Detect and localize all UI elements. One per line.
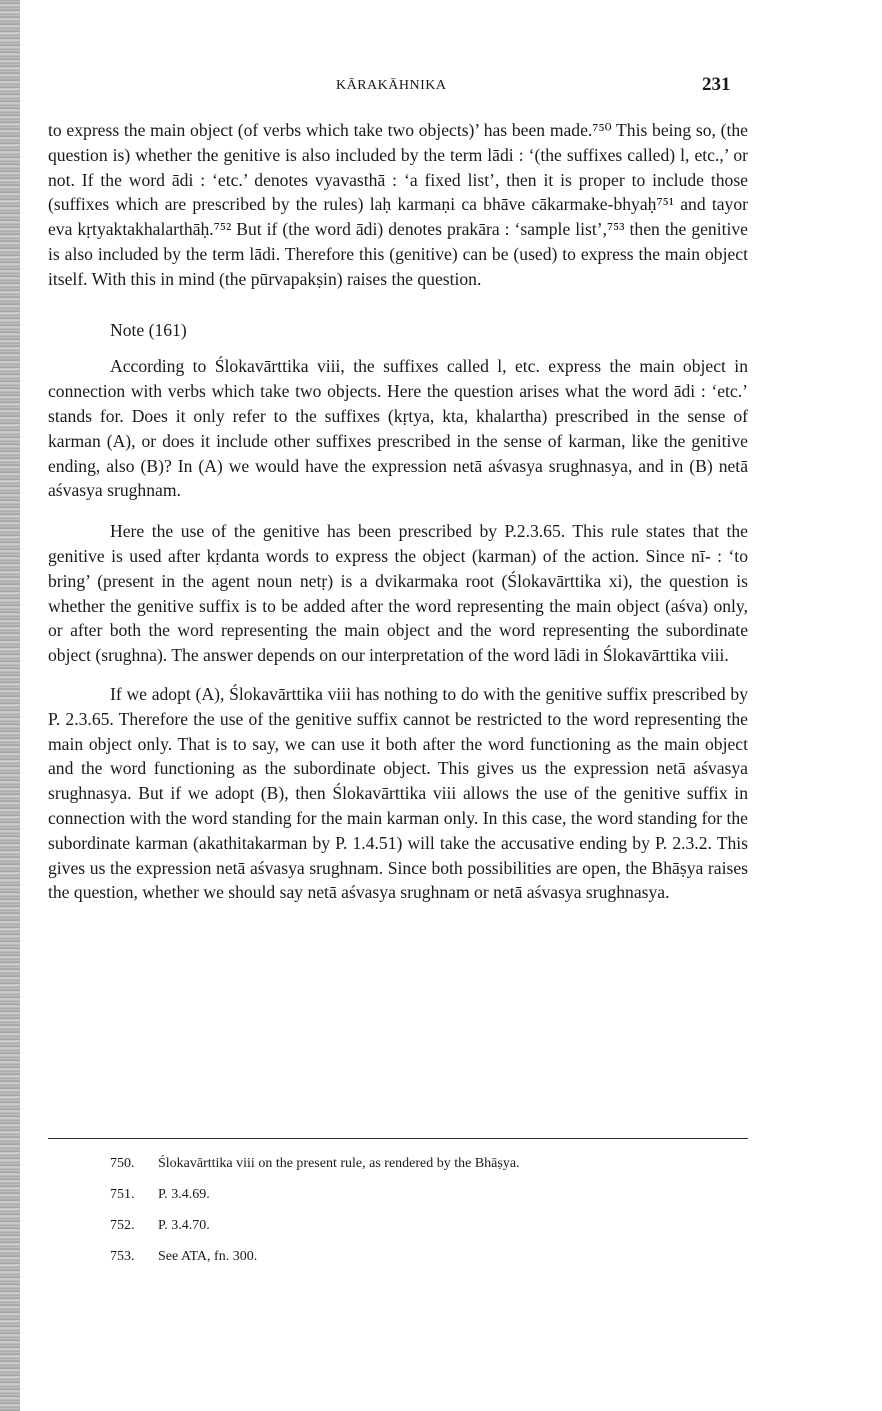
footnote-text: Ślokavārttika viii on the present rule, as rendered by the Bhāṣya. xyxy=(158,1156,520,1171)
running-head xyxy=(0,74,882,96)
footnote xyxy=(110,1249,730,1280)
scan-shadow-edge xyxy=(0,0,20,1411)
footnote xyxy=(110,1187,730,1218)
footnote-text: P. 3.4.69. xyxy=(158,1187,210,1202)
footnote-number: 752. xyxy=(110,1218,135,1233)
main-text xyxy=(48,118,748,905)
paragraph-continuation: to express the main object (of verbs which take two objects)’ has been made.⁷⁵⁰ This being so, (the question is) whether the genitive is also included by the term lādi : ‘(the suffixes called) l, etc.,’ or not. If the word ādi : ‘etc.’ denotes vyavasthā : ‘a fixed list’, then it is proper to include those (suffixes which are prescribed by the rules) laḥ karmaṇi ca bhāve cākarmake-bhyaḥ⁷⁵¹ and tayor eva kṛtyaktakhalarthāḥ.⁷⁵² But if (the word ādi) denotes prakāra : ‘sample list’,⁷⁵³ then the genitive is also included by the term lādi. Therefore this (genitive) can be (used) to express the main object itself. With this in mind (the pūrvapakṣin) raises the question. xyxy=(48,120,748,289)
footnote-text: See ATA, fn. 300. xyxy=(158,1249,258,1264)
note-paragraph-3: If we adopt (A), Ślokavārttika viii has nothing to do with the genitive suffix prescribed by P. 2.3.65. Therefore the use of the genitive suffix cannot be restricted to the word representing the main object only. That is to say, we can use it both after the word functioning as the main object and the word functioning as the subordinate object. This gives us the expression netā aśvasya srughnasya. But if we adopt (B), then Ślokavārttika viii allows the use of the genitive suffix in connection with the word standing for the main karman only. In this case, the word standing for the subordinate karman (akathitakarman by P. 1.4.51) will take the accusative ending by P. 2.3.2. This gives us the expression netā aśvasya srughnam. Since both possibilities are open, the Bhāṣya raises the question, whether we should say netā aśvasya srughnam or netā aśvasya srughnasya. xyxy=(48,683,748,903)
footnote-number: 751. xyxy=(110,1187,135,1202)
footnote-text: P. 3.4.70. xyxy=(158,1218,210,1233)
footnote-separator-rule xyxy=(48,1138,748,1139)
footnote xyxy=(110,1218,730,1249)
note-paragraph-1: According to Ślokavārttika viii, the suffixes called l, etc. express the main object in connection with verbs which take two objects. Here the question arises what the word ādi : ‘etc.’ stands for. Does it only refer to the suffixes (kṛtya, kta, khalartha) prescribed in the sense of karman (A), or does it include other suffixes prescribed in the sense of karman, like the genitive ending, also (B)? In (A) we would have the expression netā aśvasya srughnasya, and in (B) netā aśvasya srughnam. xyxy=(48,356,748,501)
note-heading: Note (161) xyxy=(110,319,187,340)
note-paragraph-2: Here the use of the genitive has been prescribed by P.2.3.65. This rule states that the genitive is used after kṛdanta words to express the object (karman) of the action. Since nī- : ‘to bring’ (present in the agent noun netṛ) is a dvikarmaka root (Ślokavārttika xi), the question is whether the genitive suffix is to be added after the word representing the main object (aśva) only, or after both the word representing the main object and the word representing the subordinate object (srughna). The answer depends on our interpretation of the word lādi in Ślokavārttika viii. xyxy=(48,521,748,666)
footnotes xyxy=(110,1156,730,1280)
footnote-number: 753. xyxy=(110,1249,135,1264)
running-head-title: KĀRAKĀHNIKA xyxy=(336,78,447,93)
footnote xyxy=(110,1156,730,1187)
page-number: 231 xyxy=(702,74,731,95)
footnote-number: 750. xyxy=(110,1156,135,1171)
